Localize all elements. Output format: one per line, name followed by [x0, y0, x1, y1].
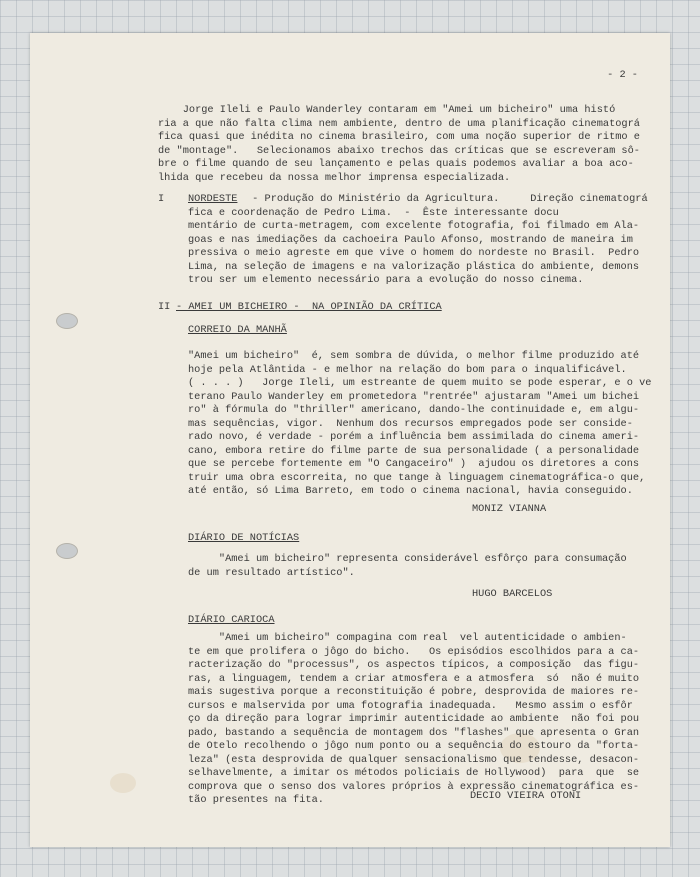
text-line: de "montage". Selecionamos abaixo trechos das críticas que se escreveram sô-	[158, 144, 640, 157]
text-line: lhida que recebeu da nossa melhor imprensa especializada.	[158, 171, 511, 184]
review-source: DIÁRIO CARIOCA	[188, 614, 275, 626]
text-line: te em que prolifera o jôgo do bicho. Os episódios escolhidos para a ca-	[188, 645, 640, 658]
section-numeral: II	[158, 301, 171, 313]
review-source: DIÁRIO DE NOTÍCIAS	[188, 532, 300, 544]
text-line: de Otelo recolhendo o jôgo num ponto ou a sequência do estouro da "forta-	[188, 740, 640, 752]
text-line: bre o filme quando de seu lançamento e pelas quais podemos avaliar a boa aco-	[158, 158, 634, 170]
text-line: ( . . . ) Jorge Ileli, um estreante de quem muito se pode esperar, e o ve	[188, 377, 652, 389]
text-line: goas e nas imediações da cachoeira Paulo Afonso, mostrando de maneira im	[188, 233, 633, 246]
punch-hole	[56, 313, 78, 329]
text-line: pressiva o meio agreste em que vive o homem do nordeste no Brasil. Pedro	[188, 247, 640, 259]
text-line: fica quasi que inédita no cinema brasileiro, com uma noção superior de ritmo e	[158, 131, 640, 143]
text-line: fica e coordenação de Pedro Lima. - Êste interessante docu	[188, 206, 559, 219]
text-line: "Amei um bicheiro" é, sem sombra de dúvida, o melhor filme produzido até	[188, 350, 640, 362]
intro-paragraph	[158, 104, 640, 185]
text-line: rado novo, é verdade - porém a influência bem assimilada do cinema ameri-	[188, 431, 640, 443]
review-author: HUGO BARCELOS	[472, 588, 553, 600]
text-line: hoje pela Atlântida - e melhor na relação do bom para o inqualificável.	[188, 363, 627, 376]
punch-hole	[56, 543, 78, 559]
nordeste-title: NORDESTE	[188, 193, 238, 205]
review-text	[188, 553, 670, 580]
text-line: racterização do "processus", os aspectos típicos, a composição das figu-	[188, 659, 640, 671]
review-author: DECIO VIEIRA OTONI	[470, 790, 582, 802]
section-numeral: I	[158, 193, 165, 205]
review-text	[188, 350, 670, 499]
text-line: cursos e malservida por uma fotografia inadequada. Mesmo assim o esfôr	[188, 699, 633, 712]
text-line: mais sugestiva porque a reconstituição é pobre, desprovida de maiores re-	[188, 686, 640, 698]
section-title	[176, 301, 442, 315]
text-line: ria a que não falta clima nem ambiente, dentro de uma planificação cinematográ	[158, 117, 640, 130]
text-line: - Produção do Ministério da Agricultura. Direção cinematográ	[246, 193, 648, 205]
text-line: ço da direção para lograr imprimir autenticidade ao ambiente não foi pou	[188, 713, 640, 725]
text-line: que se percebe fortemente em "O Cangaceiro" ) ajudou os diretores a cons	[188, 458, 640, 470]
page-number: - 2 -	[607, 69, 638, 81]
text-line: "Amei um bicheiro" compagina com real vel autenticidade o ambien-	[188, 632, 627, 644]
text-line: terano Paulo Wanderley em prometedora "rentrée" ajustaram "Amei um bichei	[188, 390, 640, 403]
paper-stain	[110, 773, 136, 793]
text-line: mentário de curta-metragem, com excelente fotografia, foi filmado em Ala-	[188, 220, 640, 232]
text-line: comprova que o senso dos valores próprios à expressão cinematográfica es-	[188, 780, 640, 793]
text-line: pado, bastando a sequência de montagem dos "flashes" que apresenta o Gran	[188, 726, 640, 739]
text-line: Lima, na seleção de imagens e na valorização plástica do ambiente, demons	[188, 260, 640, 273]
nordeste-paragraph	[188, 193, 670, 288]
text-line: tão presentes na fita.	[188, 794, 324, 806]
text-line: selhavelmente, a imitar os métodos policiais de Hollywood) para que se	[188, 767, 640, 779]
review-author: MONIZ VIANNA	[472, 503, 547, 515]
document-page	[30, 33, 670, 847]
text-line: trou ser um elemento necessário para a evolução do nosso cinema.	[188, 274, 584, 286]
text-line: ras, a linguagem, tendem a criar atmosfera e a atmosfera só não é muito	[188, 672, 640, 685]
text-line: Jorge Ileli e Paulo Wanderley contaram em "Amei um bicheiro" uma histó	[158, 104, 616, 116]
text-line: leza" (esta desprovida de qualquer sensacionalismo que tendesse, desacon-	[188, 753, 640, 766]
text-line: "Amei um bicheiro" representa considerável esfôrço para consumação	[188, 553, 627, 565]
text-line: cano, embora retire do filme parte de sua personalidade ( a personalidade	[188, 444, 640, 457]
text-line: até então, só Lima Barreto, em todo o cinema nacional, havia conseguido.	[188, 485, 633, 497]
critics-title: - AMEI UM BICHEIRO - NA OPINIÃO DA CRÍTICA	[176, 301, 442, 313]
review-source: CORREIO DA MANHÃ	[188, 324, 287, 336]
review-text	[188, 632, 670, 808]
text-line: truir uma obra escorreita, no que tange à linguagem cinematográfica-o que,	[188, 471, 646, 484]
text-line: ro" à fórmula do "thriller" americano, dando-lhe continuidade e, em algu-	[188, 404, 640, 416]
text-line: de um resultado artístico".	[188, 566, 355, 579]
text-line: mas sequências, vigor. Nenhum dos recursos empregados pode ser conside-	[188, 417, 633, 430]
